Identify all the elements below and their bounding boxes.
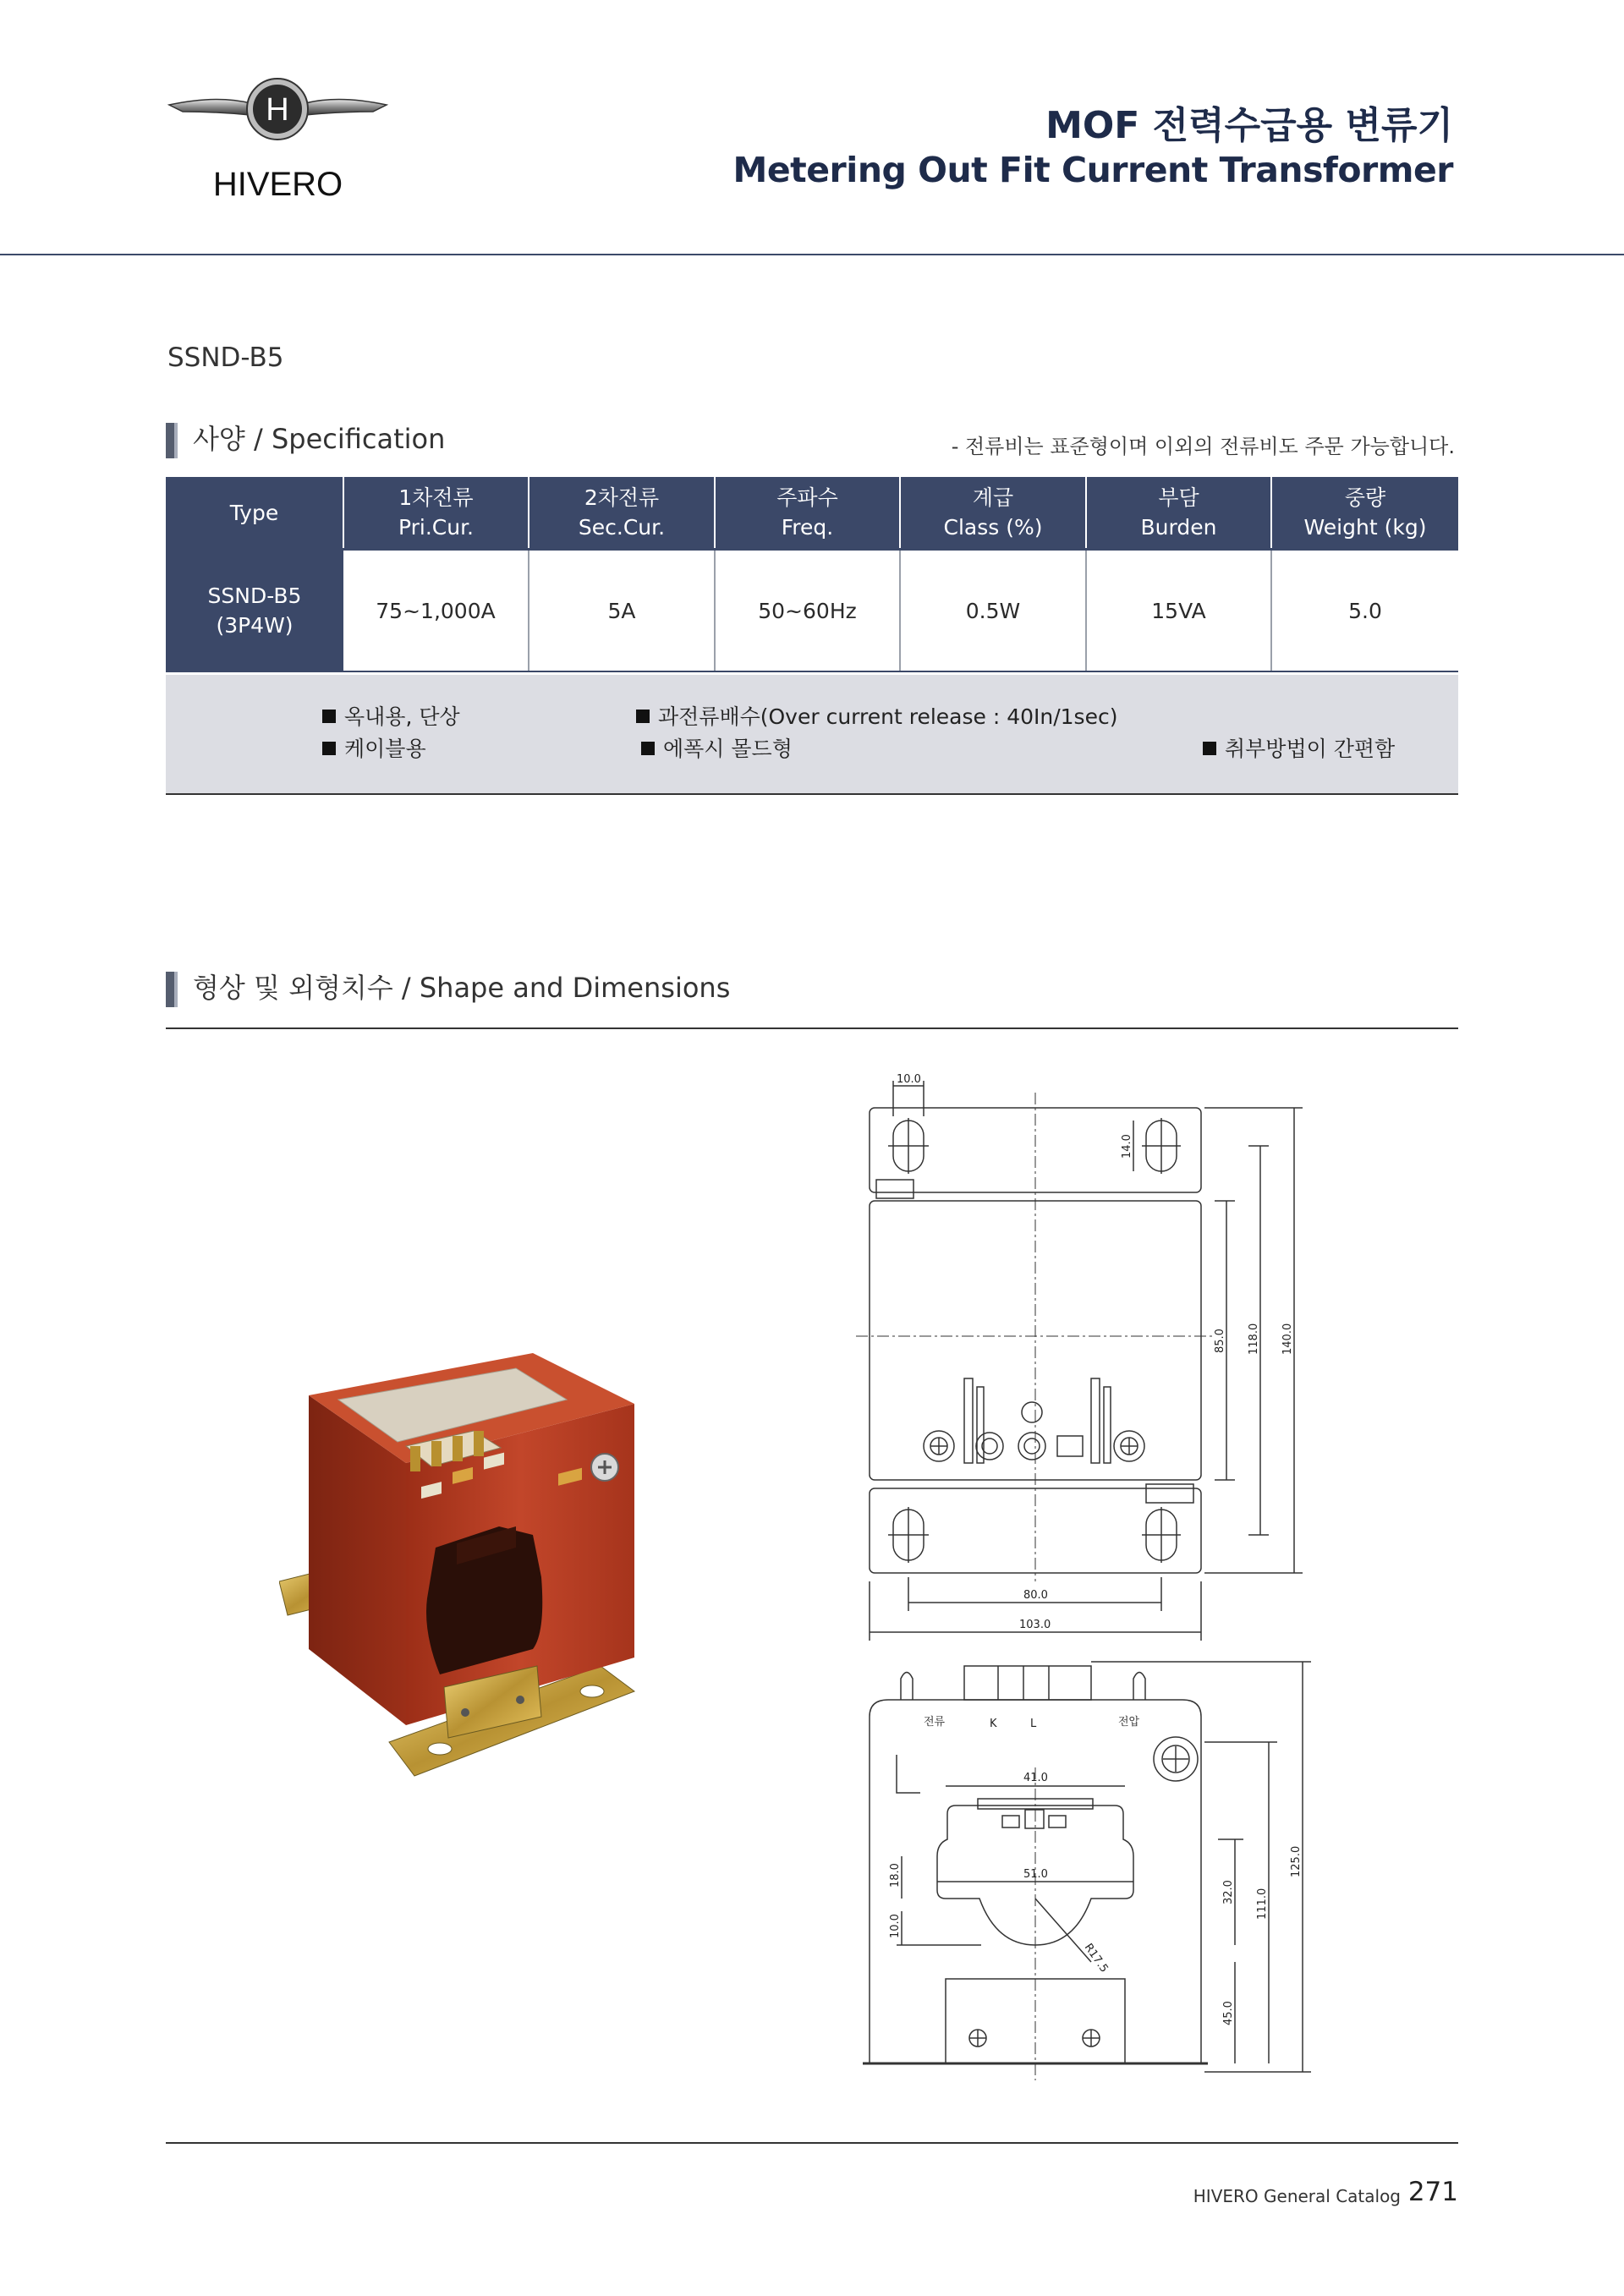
col-class: 계급 Class (%) — [900, 477, 1086, 550]
cell-frequency: 50~60Hz — [715, 550, 900, 672]
dim-side-45: 45.0 — [1222, 2001, 1235, 2025]
header-divider — [0, 254, 1624, 255]
spec-heading-text: 사양 / Specification — [193, 423, 446, 455]
feature-item: 에폭시 몰드형 — [641, 732, 793, 763]
col-weight: 중량 Weight (kg) — [1271, 477, 1458, 550]
spec-heading — [166, 418, 445, 458]
section-marker — [166, 423, 178, 458]
cell-type: SSND-B5 (3P4W) — [166, 550, 343, 672]
dim-front-118: 118.0 — [1248, 1323, 1260, 1355]
spec-table-header-row — [166, 477, 1458, 550]
col-burden: 부담 Burden — [1086, 477, 1271, 550]
dim-side-111: 111.0 — [1256, 1888, 1269, 1920]
brand-name: HIVERO — [212, 166, 343, 203]
dimension-drawing — [846, 1074, 1320, 2089]
logo-letter: H — [266, 92, 289, 128]
bullet-square-icon — [641, 742, 655, 755]
shape-heading-text: 형상 및 외형치수 / Shape and Dimensions — [193, 972, 731, 1004]
label-current: 전류 — [924, 1716, 946, 1729]
spec-table — [166, 477, 1458, 672]
dim-front-10: 10.0 — [897, 1074, 921, 1086]
col-secondary-current: 2차전류 Sec.Cur. — [529, 477, 715, 550]
col-primary-current: 1차전류 Pri.Cur. — [343, 477, 529, 550]
dim-front-85: 85.0 — [1214, 1329, 1226, 1353]
dim-side-32: 32.0 — [1222, 1880, 1235, 1904]
col-type: Type — [166, 477, 343, 550]
cell-secondary-current: 5A — [529, 550, 715, 672]
col-frequency: 주파수 Freq. — [715, 477, 900, 550]
bullet-square-icon — [636, 710, 650, 723]
catalog-name: HIVERO General Catalog — [1193, 2186, 1401, 2206]
feature-box — [166, 675, 1458, 795]
label-l: L — [1030, 1718, 1037, 1730]
cell-class: 0.5W — [900, 550, 1086, 672]
dim-front-103: 103.0 — [1019, 1619, 1051, 1631]
dim-side-51: 51.0 — [1023, 1868, 1048, 1881]
label-voltage: 전압 — [1118, 1716, 1140, 1729]
page-title-english: Metering Out Fit Current Transformer — [732, 150, 1453, 190]
page-title-korean: MOF 전력수급용 변류기 — [1045, 104, 1453, 147]
bullet-square-icon — [322, 742, 336, 755]
cell-primary-current: 75~1,000A — [343, 550, 529, 672]
dim-side-41: 41.0 — [1023, 1772, 1048, 1784]
dim-side-125: 125.0 — [1290, 1845, 1303, 1877]
dim-side-18: 18.0 — [889, 1863, 902, 1888]
dim-front-14: 14.0 — [1121, 1134, 1133, 1159]
dim-front-80: 80.0 — [1023, 1589, 1048, 1602]
feature-item: 케이블용 — [322, 732, 426, 763]
dim-side-r: R17.5 — [1081, 1941, 1111, 1975]
section-marker — [166, 972, 178, 1007]
bullet-square-icon — [322, 710, 336, 723]
cell-weight: 5.0 — [1271, 550, 1458, 672]
table-row — [166, 550, 1458, 672]
page-number: 271 — [1407, 2177, 1458, 2207]
spec-note: - 전류비는 표준형이며 이외의 전류비도 주문 가능합니다. — [951, 435, 1455, 458]
feature-item: 과전류배수(Over current release : 40In/1sec) — [636, 700, 1117, 731]
dim-side-10: 10.0 — [889, 1914, 902, 1938]
footer-divider — [166, 2142, 1458, 2144]
cell-burden: 15VA — [1086, 550, 1271, 672]
feature-item: 취부방법이 간편함 — [1203, 732, 1395, 763]
shape-divider — [166, 1027, 1458, 1029]
feature-item: 옥내용, 단상 — [322, 700, 460, 731]
label-k: K — [990, 1718, 997, 1730]
bullet-square-icon — [1203, 742, 1216, 755]
shape-heading — [166, 967, 730, 1007]
dim-front-140: 140.0 — [1281, 1323, 1294, 1355]
model-name: SSND-B5 — [167, 342, 284, 373]
product-photo — [279, 1353, 660, 1784]
